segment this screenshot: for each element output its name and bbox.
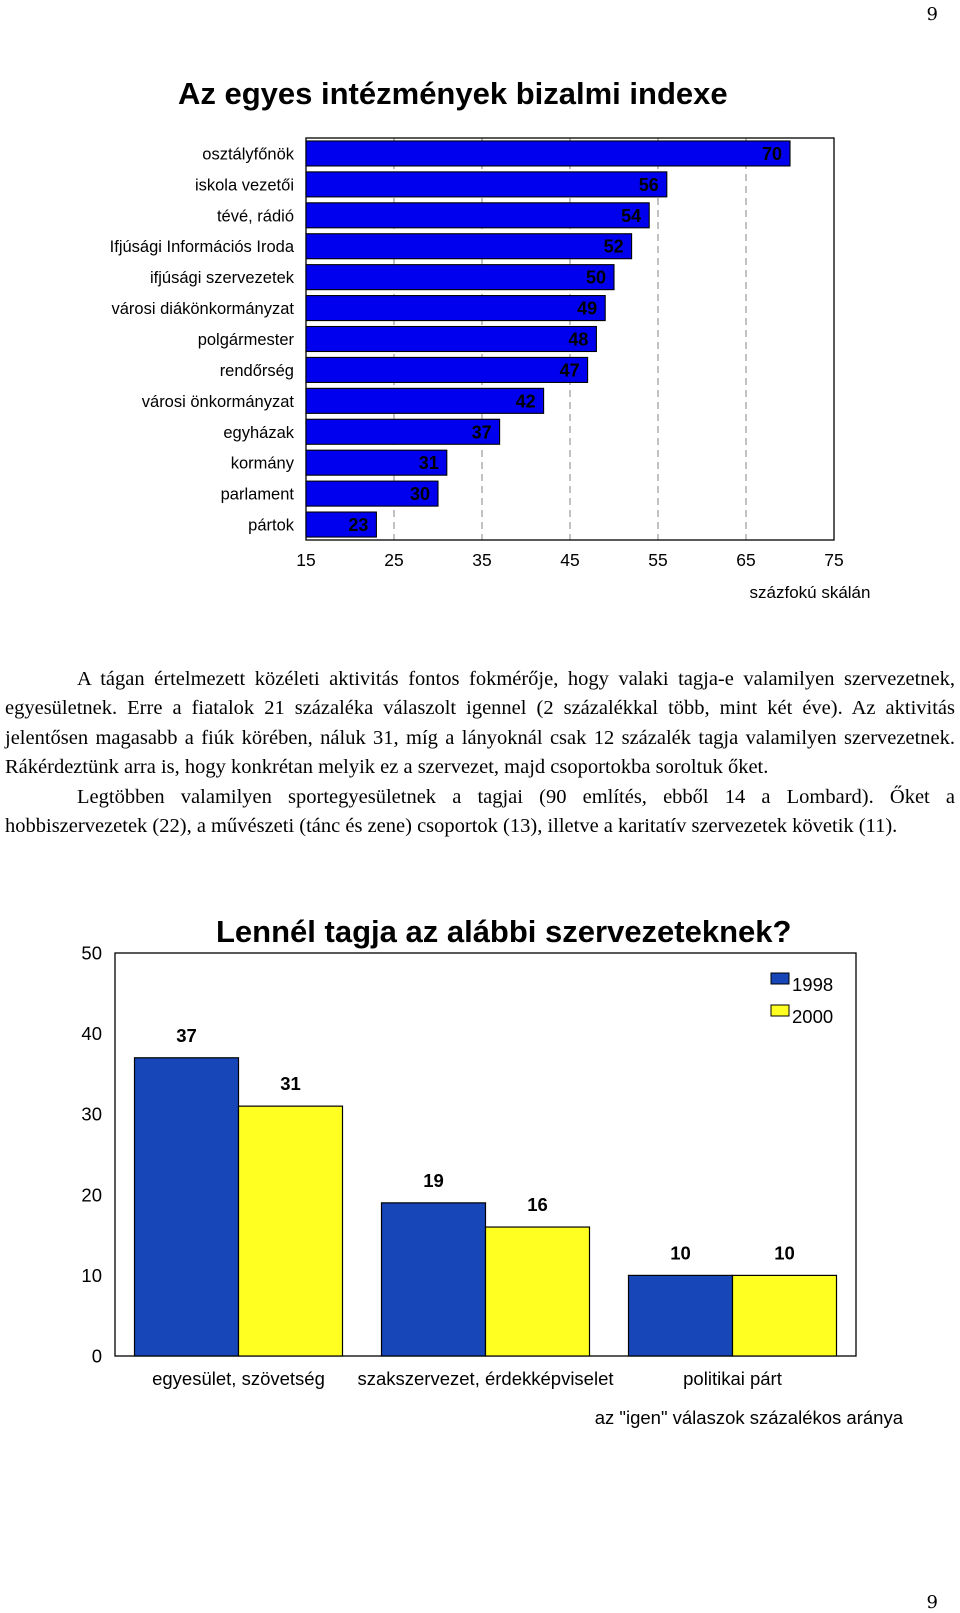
- chart1-title: Az egyes intézmények bizalmi indexe: [178, 76, 728, 111]
- chart1-data-label: 49: [577, 298, 598, 319]
- chart1-bar: [306, 296, 605, 321]
- chart1-data-label: 56: [638, 174, 659, 195]
- chart2-bar-2000: [486, 1227, 590, 1356]
- chart2-data-label: 16: [527, 1194, 548, 1216]
- chart2-y-tick-label: 20: [81, 1184, 102, 1206]
- chart2-bar-1998: [629, 1275, 733, 1356]
- paragraph-2: Legtöbben valamilyen sportegyesületnek a tagjai (90 említés, ebből 14 a Lombard). Őket a hobbiszervezetek (22), a művészeti (tánc és zene) csoportok (13), illetve a karitatív szervezetek követik (11).: [5, 785, 955, 838]
- chart1-bar: [306, 327, 596, 352]
- chart1-category-label: városi diákönkormányzat: [111, 300, 294, 319]
- chart1-category-label: iskola vezetői: [194, 176, 294, 195]
- legend-label-1998: 1998: [792, 974, 834, 995]
- chart1-bar: [306, 172, 667, 197]
- chart2-category-label: politikai párt: [683, 1368, 782, 1389]
- chart1-data-label: 48: [568, 329, 589, 350]
- chart1-bar: [306, 265, 614, 290]
- chart1-category-label: osztályfőnök: [202, 145, 294, 164]
- chart1-category-label: rendőrség: [219, 361, 294, 380]
- chart1-x-tick-label: 35: [472, 550, 492, 570]
- chart2-x-axis-label: az "igen" válaszok százalékos aránya: [594, 1407, 903, 1428]
- paragraph-1: A tágan értelmezett közéleti aktivitás fontos fokmérője, hogy valaki tagja-e valamilyen szervezetnek, egyesületnek. Erre a fiatalok 21 százaléka válaszolt igennel (2 százalékkal több, mint két éve). Az aktivitás jelentősen magasabb a fiúk körében, náluk 31, míg a lányoknál csak 12 százalék tagja valamilyen szervezetnek. Rákérdeztünk arra is, hogy konkrétan melyik ez a szervezet, majd csoportokba soroltuk őket.: [5, 668, 955, 779]
- chart2-y-tick-label: 10: [81, 1264, 102, 1286]
- chart1-bar: [306, 388, 544, 413]
- legend-swatch-1998: [771, 973, 789, 984]
- page-number-top: 9: [926, 4, 938, 25]
- chart2-bar-1998: [135, 1058, 239, 1356]
- page-number-bottom: 9: [926, 1592, 938, 1613]
- chart1-category-label: pártok: [248, 516, 294, 535]
- chart2-bar-2000: [239, 1106, 343, 1356]
- chart1-bar: [306, 141, 790, 166]
- chart2-y-tick-label: 40: [81, 1023, 102, 1045]
- chart2-data-label: 10: [774, 1242, 795, 1264]
- chart1-category-label: egyházak: [223, 423, 294, 442]
- chart1-bar: [306, 203, 649, 228]
- chart1-x-axis-label: százfokú skálán: [749, 583, 871, 602]
- chart1-x-tick-label: 65: [736, 550, 756, 570]
- chart2-y-tick-label: 50: [81, 942, 102, 964]
- chart2-bar-2000: [733, 1275, 837, 1356]
- chart1-data-label: 30: [409, 484, 430, 505]
- chart1-category-label: kormány: [230, 454, 294, 473]
- chart1-data-label: 70: [761, 143, 782, 164]
- chart1-data-label: 47: [559, 360, 580, 381]
- chart1-x-tick-label: 15: [296, 550, 316, 570]
- chart2-data-label: 37: [176, 1024, 197, 1046]
- chart2-y-tick-label: 30: [81, 1103, 102, 1125]
- legend-swatch-2000: [771, 1005, 789, 1016]
- chart2-y-tick-label: 0: [91, 1345, 102, 1367]
- chart1-category-label: Ifjúsági Információs Iroda: [109, 238, 294, 257]
- chart2-title: Lennél tagja az alábbi szervezeteknek?: [216, 914, 792, 949]
- chart1-data-label: 37: [471, 422, 492, 443]
- chart2-plot-area: [115, 953, 856, 1356]
- chart1-bar: [306, 357, 588, 382]
- chart1-x-tick-label: 25: [384, 550, 404, 570]
- chart1-data-label: 54: [621, 205, 642, 226]
- trust-index-chart: [0, 0, 960, 640]
- chart2-category-label: szakszervezet, érdekképviselet: [357, 1368, 614, 1389]
- chart2-category-label: egyesület, szövetség: [152, 1368, 325, 1389]
- chart2-data-label: 10: [670, 1242, 691, 1264]
- chart1-data-label: 31: [418, 453, 439, 474]
- chart1-x-tick-label: 75: [824, 550, 844, 570]
- chart1-category-label: tévé, rádió: [216, 207, 294, 226]
- chart1-x-tick-label: 55: [648, 550, 668, 570]
- chart1-bar: [306, 234, 632, 259]
- chart1-bar: [306, 419, 500, 444]
- body-text: [5, 665, 955, 841]
- chart1-category-label: polgármester: [197, 331, 294, 349]
- chart1-category-label: városi önkormányzat: [141, 392, 294, 411]
- chart1-category-label: ifjúsági szervezetek: [150, 269, 294, 288]
- chart2-bar-1998: [382, 1203, 486, 1356]
- chart1-data-label: 52: [603, 236, 624, 257]
- chart1-x-tick-label: 45: [560, 550, 580, 570]
- chart2-data-label: 19: [423, 1169, 444, 1191]
- chart1-data-label: 42: [515, 391, 536, 412]
- legend-label-2000: 2000: [792, 1006, 834, 1027]
- chart1-data-label: 23: [348, 515, 369, 536]
- chart1-data-label: 50: [585, 267, 606, 288]
- chart2-data-label: 31: [280, 1073, 301, 1095]
- chart1-category-label: parlament: [220, 485, 294, 504]
